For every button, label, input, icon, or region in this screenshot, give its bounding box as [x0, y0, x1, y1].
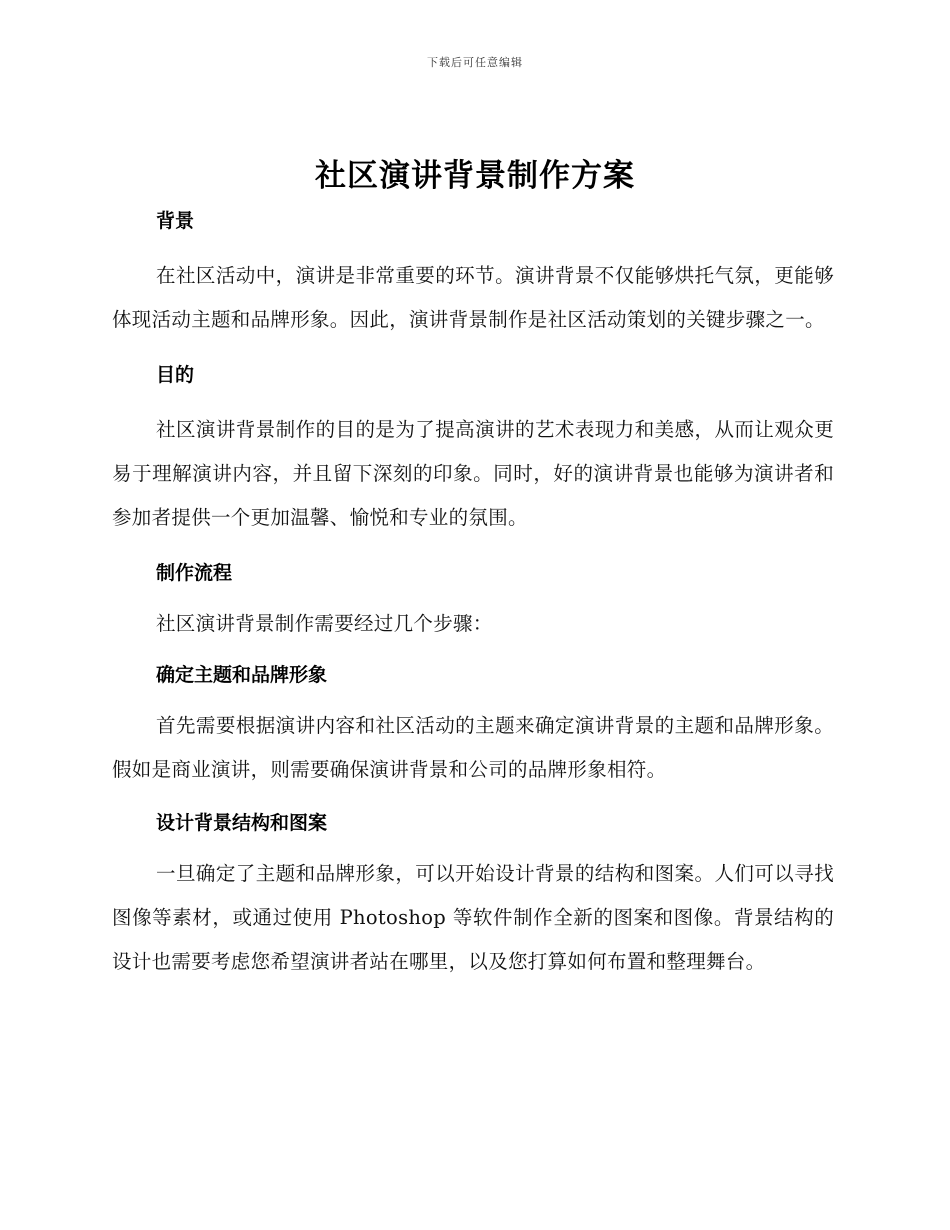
section-body-theme: 首先需要根据演讲内容和社区活动的主题来确定演讲背景的主题和品牌形象。假如是商业演讲，则需要确保演讲背景和公司的品牌形象相符。: [112, 714, 834, 781]
section-body-design: 一旦确定了主题和品牌形象，可以开始设计背景的结构和图案。人们可以寻找图像等素材，或通过使用 Photoshop 等软件制作全新的图案和图像。背景结构的设计也需要考虑您希望演讲者站在哪里，以及您打算如何布置和整理舞台。: [112, 862, 834, 973]
section-heading-goal: 目的: [156, 364, 195, 386]
section-heading-design: 设计背景结构和图案: [156, 812, 328, 834]
document-title: 社区演讲背景制作方案: [315, 158, 635, 194]
document-body: [112, 200, 834, 984]
section-body-background: 在社区活动中，演讲是非常重要的环节。演讲背景不仅能够烘托气氛，更能够体现活动主题和品牌形象。因此，演讲背景制作是社区活动策划的关键步骤之一。: [112, 264, 834, 331]
header-note: 下载后可任意编辑: [427, 56, 523, 69]
section-heading-process: 制作流程: [156, 562, 233, 584]
section-heading-theme: 确定主题和品牌形象: [156, 664, 328, 686]
section-heading-background: 背景: [156, 210, 195, 232]
section-body-goal: 社区演讲背景制作的目的是为了提高演讲的艺术表现力和美感，从而让观众更易于理解演讲内容，并且留下深刻的印象。同时，好的演讲背景也能够为演讲者和参加者提供一个更加温馨、愉悦和专业的氛围。: [112, 418, 834, 529]
section-body-process: 社区演讲背景制作需要经过几个步骤：: [156, 612, 493, 635]
